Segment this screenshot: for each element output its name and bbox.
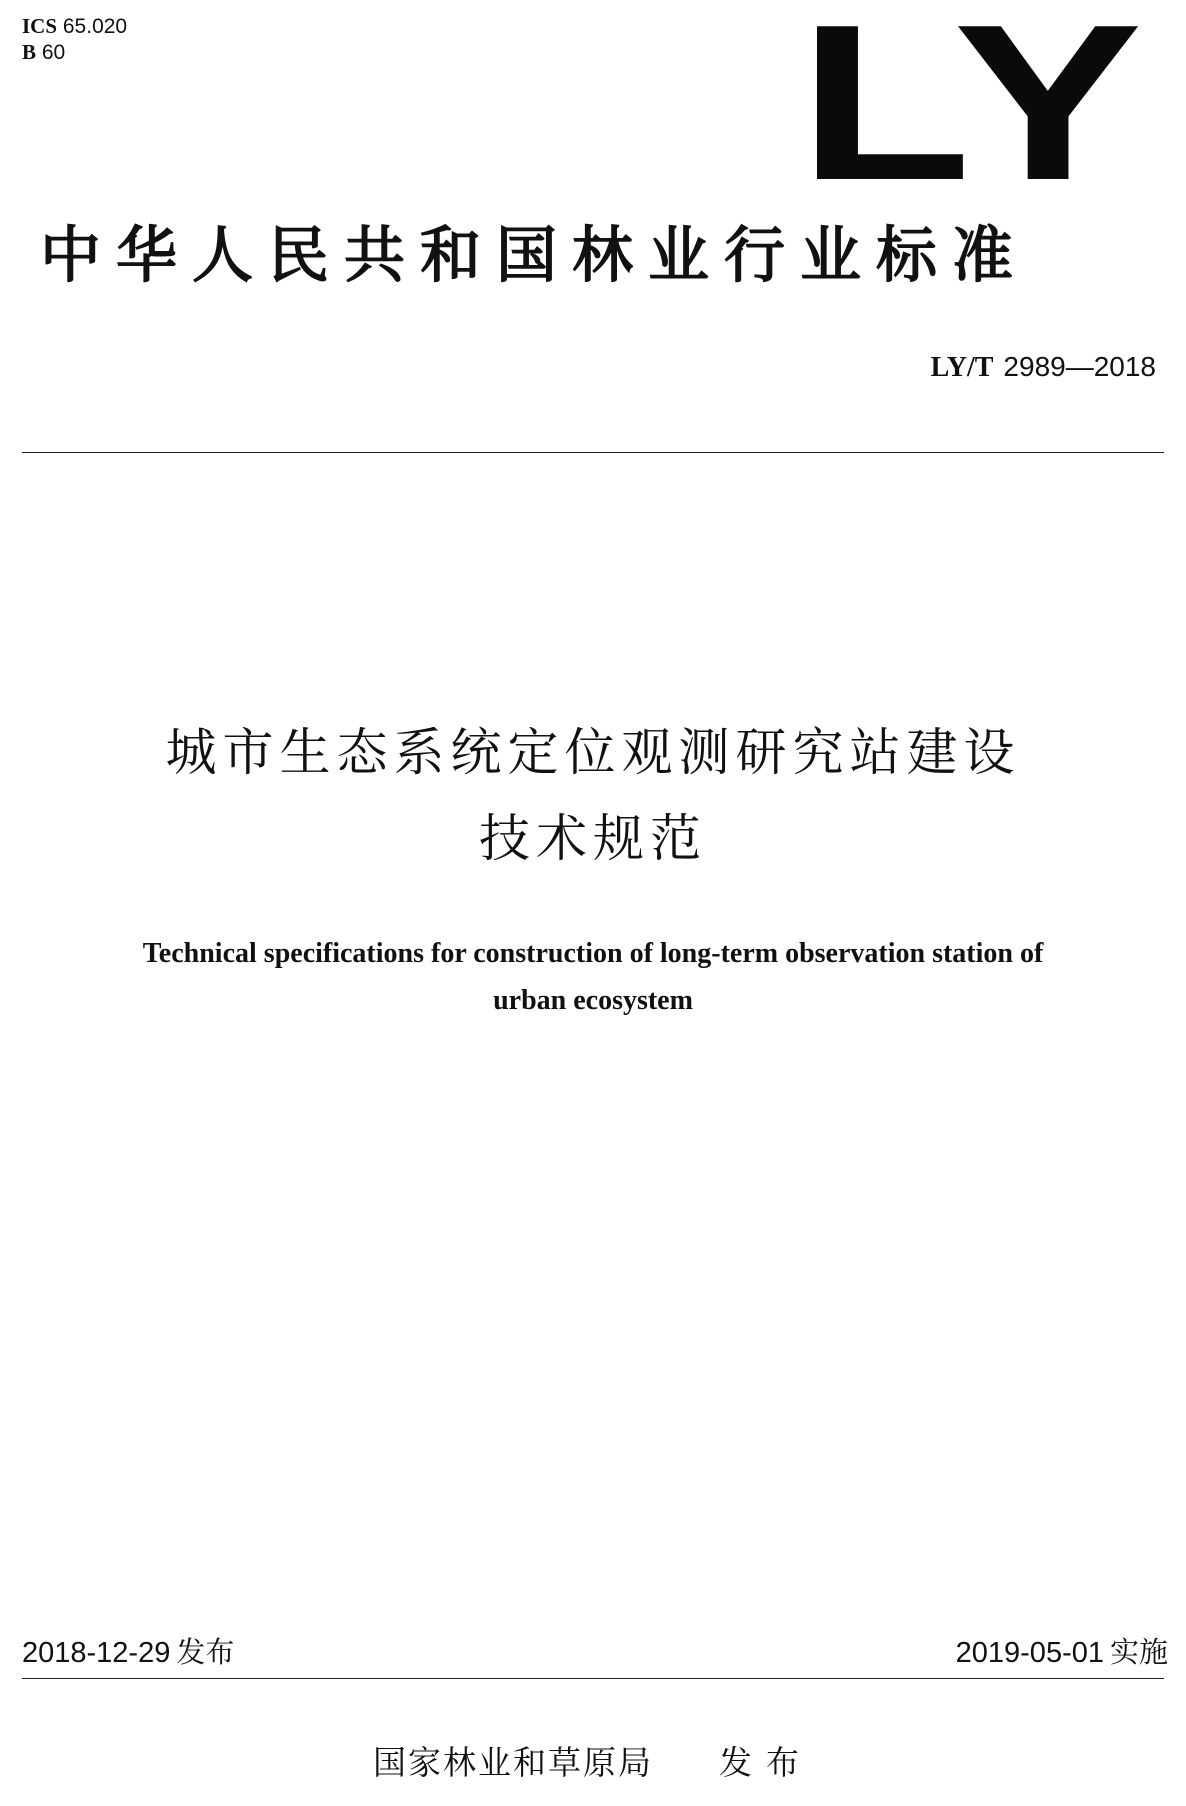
chinese-title-line-1: 城市生态系统定位观测研究站建设 (165, 724, 1021, 783)
chinese-title-line-2: 技术规范 (478, 810, 707, 869)
standard-number (931, 350, 1156, 385)
publisher-action: 发布 (719, 1743, 813, 1782)
standard-number-value: 2989—2018 (1003, 351, 1156, 382)
ccs-label: B (22, 40, 37, 64)
standard-category-title: 中华人民共和国林业行业标准 (40, 220, 1029, 291)
issue-date-value: 2018-12-29 (22, 1637, 171, 1669)
english-title-line-1: Technical specifications for construction of long-term observation station of (142, 938, 1044, 969)
ics-classification (22, 13, 127, 40)
bottom-divider (22, 1678, 1164, 1679)
implementation-date-value: 2019-05-01 (955, 1637, 1104, 1669)
issue-date (22, 1634, 234, 1671)
publisher (0, 1742, 1186, 1784)
implementation-label: 实施 (1109, 1635, 1168, 1669)
ccs-classification (22, 39, 65, 66)
ccs-code: 60 (41, 41, 66, 64)
ics-code: 65.020 (62, 15, 128, 38)
standard-code: LY/T (930, 352, 994, 383)
ics-label: ICS (22, 14, 58, 38)
top-divider (22, 452, 1164, 453)
publisher-organization: 国家林业和草原局 (373, 1743, 653, 1782)
english-title-line-2: urban ecosystem (493, 985, 693, 1016)
implementation-date (956, 1634, 1168, 1671)
issue-label: 发布 (176, 1635, 235, 1669)
standard-mark-logo: LY (798, 0, 1151, 227)
